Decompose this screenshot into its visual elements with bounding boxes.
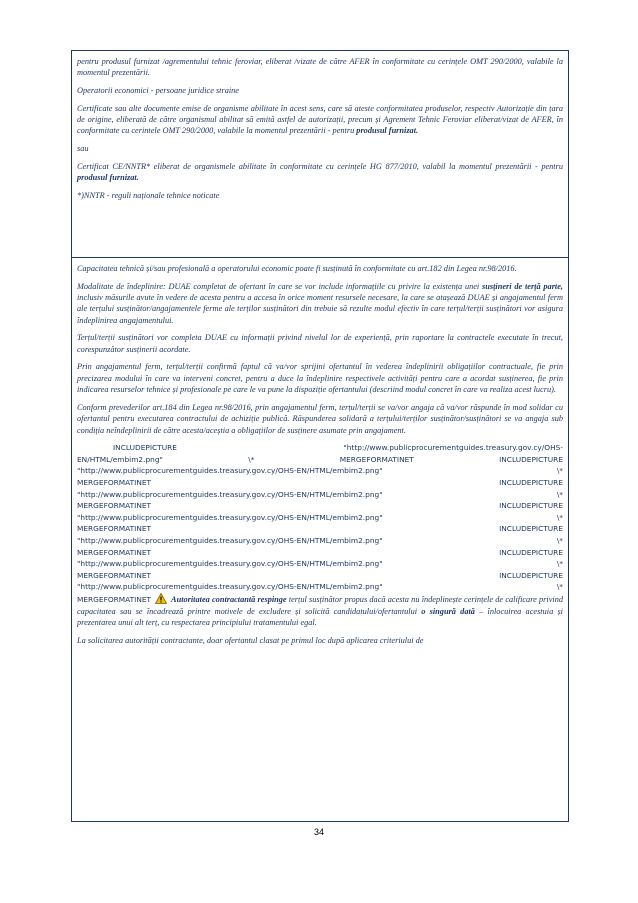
- field-line: [77, 535, 563, 547]
- field-token: "http://www.publicprocurementguides.treasury.gov.cy/OHS-EN/HTML/embim2.png": [77, 466, 383, 476]
- field-token: INCLUDEPICTURE: [499, 454, 563, 464]
- field-line: [77, 523, 563, 535]
- text: Certificate sau alte documente emise de organisme abilitate în acest sens, care să ateste conformitatea produselor, respectiv Autorizație din țara de origine, eliberată de către organismul abilitat să emită astfel de autorizații, precum și Agrement Tehnic Feroviar eliberat/vizat de AFER, în conformitate cu cerintele OMT 290/2000, valabile la momentul prezentării - pentru: [77, 103, 563, 136]
- warning-icon: [155, 593, 167, 604]
- bold-text: produsul furnizat.: [77, 173, 139, 182]
- field-line: [77, 547, 563, 559]
- field-token: INCLUDEPICTURE: [113, 443, 177, 453]
- field-token: \*: [556, 582, 563, 592]
- field-token: MERGEFORMATINET: [77, 594, 152, 604]
- text: Certificat CE/NNTR* eliberat de organismele abilitate în conformitate cu cerințele HG 877/2010, valabil la momentul prezentării - pentru: [77, 161, 563, 171]
- text: terțul susținător propus dacă acesta nu îndeplinește cerințele de calificare privind capacitatea sau se încadrează printre motivele de excludere și solicită candidatului/ofertantului: [77, 594, 563, 616]
- table-cell-third-party-support: [72, 257, 568, 646]
- field-token: INCLUDEPICTURE: [499, 547, 563, 557]
- field-token: INCLUDEPICTURE: [499, 501, 563, 511]
- field-token: \*: [556, 466, 563, 476]
- field-token: INCLUDEPICTURE: [499, 524, 563, 534]
- field-token: MERGEFORMATINET: [77, 547, 152, 557]
- field-line: [77, 558, 563, 570]
- field-token: "http://www.publicprocurementguides.treasury.gov.cy/OHS-EN/HTML/embim2.png": [77, 582, 383, 592]
- field-code-block: [77, 442, 563, 629]
- field-line: [77, 500, 563, 512]
- field-line: [77, 570, 563, 582]
- field-token: "http://www.publicprocurementguides.treasury.gov.cy/OHS-EN/HTML/embim2.png": [77, 535, 383, 545]
- field-token: \*: [556, 559, 563, 569]
- field-line: [77, 477, 563, 489]
- field-token: MERGEFORMATINET: [77, 501, 152, 511]
- bold-text: o singură dată: [421, 606, 475, 616]
- text: – înlocuirea acestuia și prezentarea unui alt terț, cu respectarea principiului tratamentului egal.: [77, 606, 563, 628]
- field-line: [77, 512, 563, 524]
- field-token: INCLUDEPICTURE: [499, 478, 563, 487]
- requirements-table: [71, 50, 569, 822]
- paragraph: pentru produsul furnizat /agrementului tehnic feroviar, eliberat /vizate de către AFER în conformitate cu cerințele OMT 290/2000, valabile la momentul prezentării.: [77, 57, 563, 78]
- field-line: [77, 465, 563, 477]
- field-line: [77, 454, 563, 466]
- field-token: \*: [556, 535, 563, 545]
- field-token: INCLUDEPICTURE: [499, 570, 563, 580]
- field-token: MERGEFORMATINET: [77, 524, 152, 534]
- field-token: "http://www.publicprocurementguides.treasury.gov.cy/OHS-EN/HTML/embim2.png": [77, 559, 383, 569]
- text: Modalitate de îndeplinire: DUAE completat de ofertant în care se vor include informațiile cu privire la existența unei: [77, 281, 483, 291]
- field-line: [77, 442, 563, 454]
- field-line: [77, 593, 563, 629]
- paragraph: [77, 103, 563, 137]
- bold-text: produsul furnizat.: [356, 126, 419, 136]
- page-number: 34: [313, 827, 324, 837]
- text: inclusiv măsurile avute în vedere de acesta pentru a accesa în orice moment resursele necesare, la care se atașează DUAE și angajamentul ferm ale terțului susținător/angajamentele ferme ale terților susținători din trebuie să rezulte modul efectiv în care terțul/terții susținători vor asigura îndeplinirea angajamentului.: [77, 293, 563, 325]
- field-line: [77, 489, 563, 501]
- field-token: \*: [556, 489, 563, 499]
- table-cell-certificates: [72, 51, 568, 257]
- paragraph: Conform prevederilor art.184 din Legea nr.98/2016, prin angajamentul ferm, terțul/terții se va/vor angaja că va/vor răspunde în mod solidar cu ofertantul pentru executarea contractului de achiziție publică. Răspunderea solidară a terțului/terților susținător/susținători se va angaja sub condiția neîndeplinirii de către acesta/aceștia a obligațiilor de susținere asumate prin angajament.: [77, 402, 563, 435]
- paragraph: Capacitatea tehnică și/sau profesională a operatorului economic poate fi susținută în conformitate cu art.182 din Legea nr.98/2016.: [77, 264, 517, 273]
- field-token: MERGEFORMATINET: [339, 454, 414, 464]
- field-token: MERGEFORMATINET: [77, 570, 152, 580]
- field-token: EN/HTML/embim2.png": [77, 454, 163, 464]
- paragraph: [77, 281, 563, 327]
- paragraph: Operatorii economici - persoane juridice straine: [77, 86, 239, 95]
- paragraph: La solicitarea autorității contractante, doar ofertantul clasat pe primul loc după aplicarea criteriului de: [77, 635, 424, 645]
- field-token: "http://www.publicprocurementguides.treasury.gov.cy/OHS-EN/HTML/embim2.png": [77, 512, 383, 522]
- field-token: MERGEFORMATINET: [77, 478, 152, 487]
- paragraph: *)NNTR - reguli naționale tehnice noticate: [77, 190, 220, 200]
- field-token: \*: [248, 454, 255, 464]
- paragraph: Prin angajamentul ferm, terțul/terții confirmă faptul că va/vor sprijini ofertantul în vederea îndeplinirii obligațiilor contractuale, fie prin precizarea modului în care va interveni concret, pentru a duce la îndeplinire respectivele activități pentru care a acordat susținerea, fie prin indicarea resurselor tehnice și profesionale pe care le va pune la dispoziție ofertantului (descriind modul concret în care va realiza acest lucru).: [77, 362, 563, 395]
- paragraph: sau: [77, 144, 89, 153]
- field-line: [77, 581, 563, 593]
- paragraph: [77, 161, 563, 184]
- field-token: "http://www.publicprocurementguides.treasury.gov.cy/OHS-: [343, 443, 563, 453]
- bold-text: Autoritatea contractantă respinge: [171, 594, 287, 604]
- field-token: "http://www.publicprocurementguides.treasury.gov.cy/OHS-EN/HTML/embim2.png": [77, 489, 383, 499]
- field-token: \*: [556, 512, 563, 522]
- paragraph: Terțul/terții susținători vor completa DUAE cu informații privind nivelul lor de experiență, prin raportare la contractele executate în trecut, corespunzător susținerii acordate.: [77, 333, 563, 354]
- bold-text: susțineri de terță parte,: [482, 281, 563, 291]
